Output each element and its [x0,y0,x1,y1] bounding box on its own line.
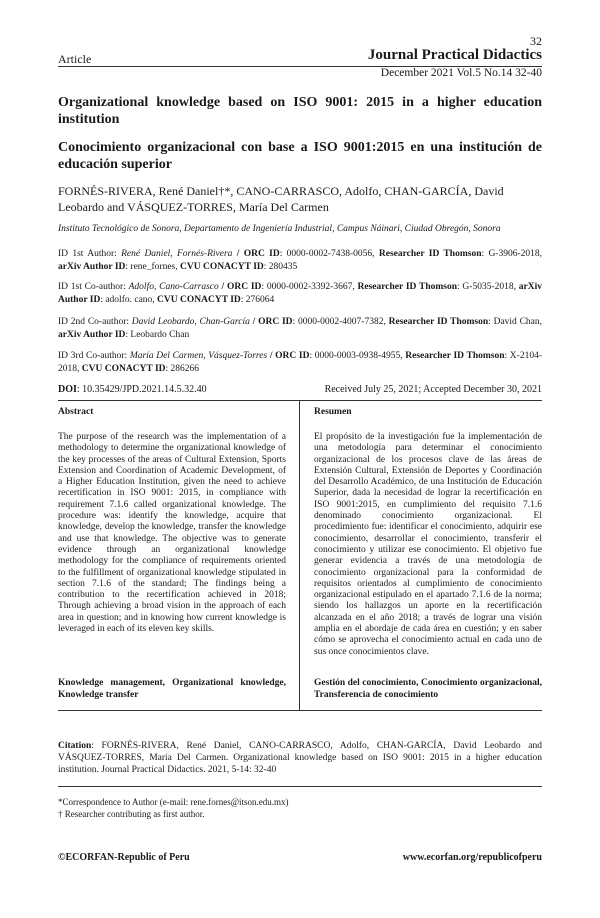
footer-website: www.ecorfan.org/republicofperu [402,852,542,863]
doi: DOI: 10.35429/JPD.2021.14.5.32.40 [58,384,207,395]
author-id-1: ID 1st Author: René Daniel, Fornés-Rivera / ORC ID: 0000-0002-7438-0056, Researcher ID Thomson: G-3906-2018, arXiv Author ID: rene_fornes, CVU CONACYT ID: 280435 [58,249,543,272]
author-id-4: ID 3rd Co-author: María Del Carmen, Vásquez-Torres / ORC ID: 0000-0003-0938-4955, Researcher ID Thomson: X-2104-2018, CVU CONACYT ID: 286266 [58,351,542,374]
received-date: Received July 25, 2021; Accepted December 30, 2021 [324,384,542,395]
footer-publisher: ©ECORFAN-Republic of Peru [58,852,190,863]
institution: Instituto Tecnológico de Sonora, Departamento de Ingeniería Industrial, Campus Náinari, Ciudad Obregón, Sonora [58,224,501,234]
journal-name: Journal Practical Didactics [367,47,542,63]
citation: Citation: FORNÉS-RIVERA, René Daniel, CANO-CARRASCO, Adolfo, CHAN-GARCÍA, David Leobardo and VÁSQUEZ-TORRES, María Del Carmen. Organizational knowledge based on ISO 9001: 2015 in a higher education institution. Journal Practical Didactics. 2021, 5-14: 32-40 [58,741,542,775]
abstract-heading: Abstract [58,407,94,417]
resumen-heading: Resumen [314,407,352,417]
footnote-first-author: † Researcher contributing as first author. [58,809,205,819]
author-list: FORNÉS-RIVERA, René Daniel†*, CANO-CARRASCO, Adolfo, CHAN-GARCÍA, David Leobardo and VÁSQUEZ-TORRES, María Del Carmen [58,184,504,214]
title-english: Organizational knowledge based on ISO 9001: 2015 in a higher education institution [58,95,542,127]
footnote-divider [58,786,542,787]
title-spanish: Conocimiento organizacional con base a ISO 9001:2015 en una institución de educación superior [58,140,542,172]
abstract-top-divider [58,400,542,401]
issue-info: December 2021 Vol.5 No.14 32-40 [380,67,542,79]
footnote-correspondence: *Correspondence to Author (e-mail: rene.fornes@itson.edu.mx) [58,797,289,807]
column-divider [299,400,300,710]
author-id-3: ID 2nd Co-author: David Leobardo, Chan-García / ORC ID: 0000-0002-4007-7382, Researcher ID Thomson: David Chan, arXiv Author ID: Leobardo Chan [58,317,543,340]
page-number: 32 [530,34,542,48]
abstract-keywords: Knowledge management, Organizational knowledge, Knowledge transfer [58,678,286,700]
section-label: Article [58,52,92,66]
resumen-keywords: Gestión del conocimiento, Conocimiento organizacional, Transferencia de conocimiento [314,678,542,700]
abstract-text: The purpose of the research was the implementation of a methodology to determine the organizational knowledge of the key processes of the areas of Cultural Extension, Sports Extension and Coordination of Academic Development, of a Higher Education Institution, given the need to achieve recertification in ISO 9001: 2015, in compliance with requirement 7.1.6 called organizational knowledge. The procedure was: identify the knowledge, acquire that knowledge, develop the knowledge, transfer the knowledge and use that knowledge. The objective was to generate evidence through an organizational knowledge methodology for the compliance of requirements oriented to the fulfillment of organizational knowledge stipulated in section 7.1.6 of the standard; The findings being a contribution to the recertification achieved in 2018; Through achieving a broad vision in the approach of each area in question; and in knowing how current knowledge is leveraged in each of its eleven key skills. [58,432,286,635]
resumen-text: El propósito de la investigación fue la implementación de una metodología para determinar el conocimiento organizacional de los procesos clave de las áreas de Extensión Cultural, Extensión de Deportes y Coordinación del Desarrollo Académico, de una Institución de Educación Superior, dada la necesidad de lograr la recertificación en ISO 9001:2015, en cumplimiento del requisito 7.1.6 denominado conocimiento organizacional. El procedimiento fue: identificar el conocimiento, adquirir ese conocimiento, desarrollar el conocimiento, transferir el conocimiento y utilizar ese conocimiento. El objetivo fue generar evidencia a través de una metodología de conocimiento organizacional para la conformidad de requisitos orientados al cumplimiento de conocimiento organizacional estipulado en el apartado 7.1.6 de la norma; siendo los hallazgos un aporte en la recertificación alcanzada en el año 2018; a través de lograr una visión amplia en el abordaje de cada área en cuestión; y en saber cómo se aprovecha el conocimiento actual en cada uno de sus once conocimientos clave. [314,432,542,657]
abstract-bottom-divider [58,710,542,711]
author-id-2: ID 1st Co-author: Adolfo, Cano-Carrasco / ORC ID: 0000-0002-3392-3667, Researcher ID Thomson: G-5035-2018, arXiv Author ID: adolfo. cano, CVU CONACYT ID: 276064 [58,282,542,305]
